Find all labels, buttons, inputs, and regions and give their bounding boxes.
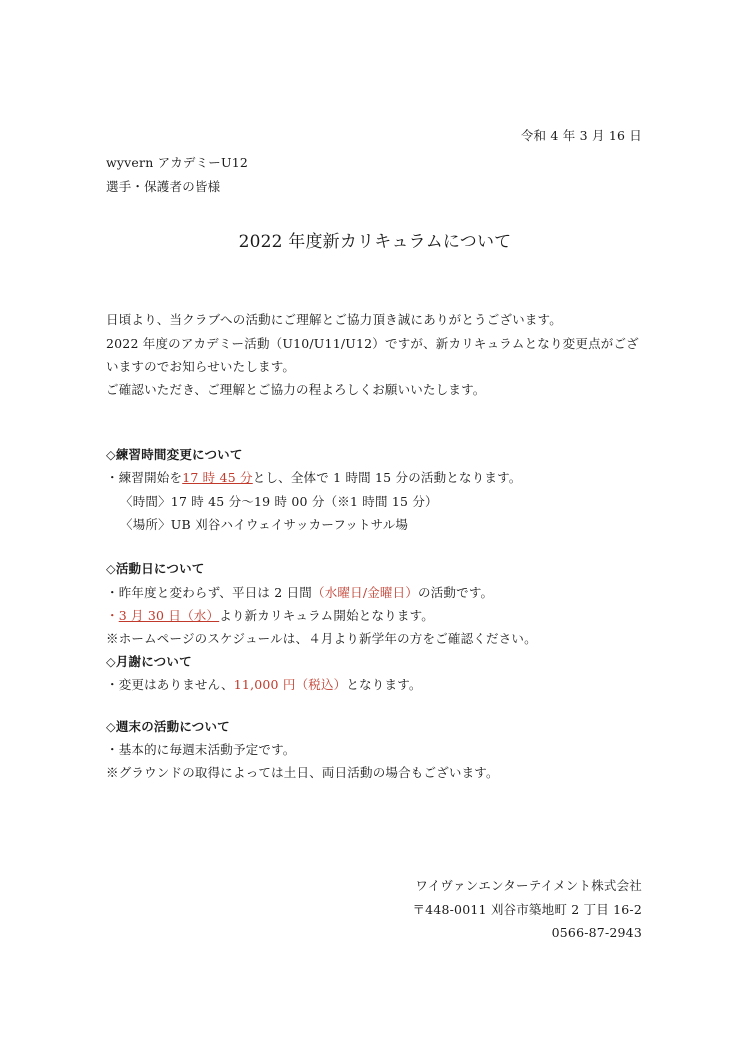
section-heading-practice: ◇練習時間変更について	[106, 447, 243, 462]
recipient-academy: wyvern アカデミーU12	[106, 155, 249, 170]
fee-item-suffix: となります。	[346, 677, 422, 692]
practice-place: 〈場所〉UB 刈谷ハイウェイサッカーフットサル場	[120, 517, 409, 532]
fee-item-prefix: ・変更はありません、	[106, 677, 234, 692]
practice-start-highlight: 17 時 45 分	[182, 470, 253, 485]
section-heading-fee: ◇月謝について	[106, 654, 192, 669]
weekend-item: ・基本的に毎週末活動予定です。	[106, 742, 296, 757]
fee-amount-highlight: 11,000 円（税込）	[233, 677, 347, 692]
section-heading-weekend: ◇週末の活動について	[106, 719, 230, 734]
practice-item	[106, 472, 522, 485]
document-title: 2022 年度新カリキュラムについて	[238, 232, 512, 252]
days-start-date-highlight: 3 月 30 日（水）	[118, 608, 220, 623]
intro-line-4: ご確認いただき、ご理解とご協力の程よろしくお願いいたします。	[106, 382, 486, 397]
days-note: ※ホームページのスケジュールは、４月より新学年の方をご確認ください。	[106, 631, 537, 646]
practice-item-suffix: とし、全体で 1 時間 15 分の活動となります。	[252, 470, 522, 485]
days-item-1-prefix: ・昨年度と変わらず、平日は 2 日間	[106, 585, 313, 600]
days-weekday-highlight: （水曜日/金曜日）	[312, 585, 419, 600]
practice-item-prefix: ・練習開始を	[106, 470, 183, 485]
date: 令和 4 年 3 月 16 日	[520, 128, 642, 143]
fee-item	[106, 679, 422, 692]
recipient-audience: 選手・保護者の皆様	[106, 179, 221, 194]
intro-line-3: いますのでお知らせいたします。	[106, 359, 296, 374]
days-item-1	[106, 587, 493, 600]
practice-time: 〈時間〉17 時 45 分〜19 時 00 分（※1 時間 15 分）	[120, 494, 438, 509]
intro-line-1: 日頃より、当クラブへの活動にご理解とご協力頂き誠にありがとうございます。	[106, 312, 562, 327]
footer-address: 〒448-0011 刈谷市築地町 2 丁目 16-2	[412, 902, 642, 917]
weekend-note: ※グラウンドの取得によっては土日、両日活動の場合もございます。	[106, 765, 499, 780]
footer-phone: 0566-87-2943	[551, 925, 642, 940]
days-item-1-suffix: の活動です。	[418, 585, 494, 600]
section-heading-days: ◇活動日について	[106, 561, 205, 576]
days-item-2	[106, 610, 434, 623]
days-item-2-bullet: ・	[106, 608, 119, 623]
footer-company: ワイヴァンエンターテイメント株式会社	[415, 878, 642, 893]
days-item-2-suffix: より新カリキュラム開始となります。	[219, 608, 434, 623]
intro-line-2: 2022 年度のアカデミー活動（U10/U11/U12）ですが、新カリキュラムとなり変更点がござ	[106, 336, 639, 351]
